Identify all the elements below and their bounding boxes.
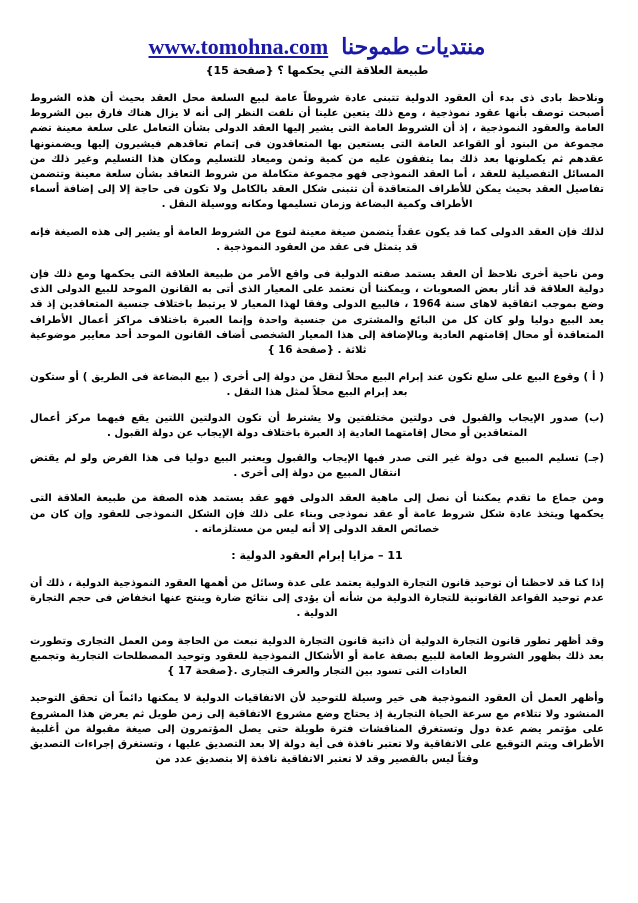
paragraph-3: ومن ناحية أخرى نلاحظ أن العقد يستمد صفته الدولية فى واقع الأمر من طبيعة العلاقة التى يحكمها ومع ذلك فإن دولية العلاقة قد أثار بعض الصعوبات ، ويمكننا أن نعتمد على المعيار الذى أتى به القانون الموحد للبيع الدولى الذى وضع بموجب اتفاقية لاهاى سنة 1964 ، فالبيع الدولى وفقا لهذا المعيار لا يرتبط باختلاف جنسية المتعاقدين إذ قد يعد البيع دوليا ولو كان كل من البائع والمشترى من جنسية واحدة وإنما العبرة باختلاف مراكز أعمال الأطراف المتعاقدة أو محال إقامتهم العادية وبالإضافة إلى هذا المعيار الشخصى أضاف القانون الموحد أحد معايير موضوعية ثلاثة . {صفحة 16 } xyxy=(30,269,604,357)
forum-name: منتديات طموحنا xyxy=(341,34,486,59)
page-subtitle: طبيعة العلاقة التي يحكمها ؟ {صفحة 15} xyxy=(205,64,429,77)
paragraph-conclusion: ومن جماع ما تقدم يمكننا أن نصل إلى ماهية العقد الدولى فهو عقد يستمد هذه الصفة من طبيعة العلاقة التى يحكمها ويتخذ عادة شكل شروط عامة أو عقد نموذجى وبناء على ذلك فإن الشكل النموذجى للعقود وإن كان من خصائص العقد الدولى إلا أنه ليس من مستلزماته . xyxy=(30,493,604,535)
paragraph-4: إذا كنا قد لاحظنا أن توحيد قانون التجارة الدولية يعتمد على عدة وسائل من أهمها العقود النموذجية الدولية ، ذلك أن عدم توحيد القواعد القانونية للتجارة الدولية من شأنه أن يؤدى إلى نتائج ضارة وينتج عنها انخفاض فى حجم التجارة الدولية . xyxy=(30,578,604,620)
paragraph-item-a: ( أ ) وقوع البيع على سلع تكون عند إبرام البيع محلاً لنقل من دولة إلى أخرى ( بيع البضاعة فى الطريق ) أو ستكون بعد إبرام البيع محلاً لمثل هذا النقل . xyxy=(30,372,604,399)
paragraph-6: وأظهر العمل أن العقود النموذجية هى خير وسيلة للتوحيد لأن الاتفاقيات الدولية لا يمكنها دائماً أن تحقق التوحيد المنشود ولا تتلاءم مع سرعة الحياة التجارية إذ يحتاج وضع مشروع الاتفاقية إلى زمن طويل ثم يعرض هذا المشروع على مؤتمر يضم عدة دول وتستغرق المناقشات فترة طويلة حتى يصل المؤتمرون إلى صيغة مقبولة من أغلبية الأطراف ويتم التوقيع على الاتفاقية ولا تعتبر نافذة فى أية دولة إلا بعد التصديق عليها ، وتستغرق إجراءات التصديق وقتاً ليس بالقصير وقد لا تعتبر الاتفاقية نافذة إلا بتصديق عدد من xyxy=(30,693,604,766)
paragraph-item-b: (ب) صدور الإيجاب والقبول فى دولتين مختلفتين ولا يشترط أن تكون الدولتين اللتين يقع فيهما مركز أعمال المتعاقدين أو محال إقامتهما العادية إذ العبرة باختلاف دولة الإيجاب عن دولة القبول . xyxy=(30,412,604,439)
paragraph-5: وقد أظهر تطور قانون التجارة الدولية أن ذاتية قانون التجارة الدولية نبعت من الحاجة ومن العمل التجارى وتطورت بعد ذلك بظهور الشروط العامة للبيع بصفة عامة أو الأشكال النموذجية للعقود وتوحيد المصطلحات التجارية وتجميع العادات التى تسود بين التجار والعرف التجارى .{صفحة 17 } xyxy=(30,635,604,678)
site-url-link[interactable]: www.tomohna.com xyxy=(148,34,329,59)
header xyxy=(30,34,604,60)
section-heading: 11 – مزايا إبرام العقود الدولية : xyxy=(231,549,403,563)
paragraph-2: لذلك فإن العقد الدولى كما قد يكون عقداً يتضمن صيغة معينة لنوع من الشروط العامة أو يشير إلى هذه الصيغة فإنه قد يتمثل فى عقد من العقود النموذجية . xyxy=(30,226,604,253)
paragraph-item-c: (جـ) تسليم المبيع فى دولة غير التى صدر فيها الإيجاب والقبول ويعتبر البيع دوليا فى هذا الفرض ولو لم يقتض انتقال المبيع من دولة إلى أخرى . xyxy=(30,453,604,480)
paragraph-1: ونلاحظ بادى ذى بدء أن العقود الدولية تتبنى عادة شروطاً عامة لبيع السلعة محل العقد بحيث أن هذه الشروط أصبحت توصف بأنها عقود نموذجية ، ومع ذلك يتعين علينا أن نلفت النظر إلى أنه لا يزال هناك فارق بين الشروط العامة والعقود النموذجية ، إذ أن الشروط العامة التى يشير إليها العقد الدولى بشأن التعامل على سلعة معينة تضم مجموعة من البنود أو القواعد العامة التى يستعين بها المتعاقدون فى إتمام تعاقدهم فيشيرون إليها ويضمنونها عقدهم ثم يكملونها بعد ذلك بما يتفقون عليه من كمية وثمن وميعاد للتسليم ومكان هذا التسليم وغير ذلك من المسائل التفصيلية للعقد ، أما العقد النموذجى فهو مجموعة متكاملة من شروط التعاقد بشأن سلعة معينة وتتضمن تفاصيل العقد بحيث يمكن للأطراف المتعاقدة أن تتبنى شكل العقد بالكامل ولا تكون فى حاجة إلا إلى إضافة أسماء الأطراف وكمية البضاعة وزمان تسليمها ومكانه ووسيلة النقل . xyxy=(30,93,604,211)
